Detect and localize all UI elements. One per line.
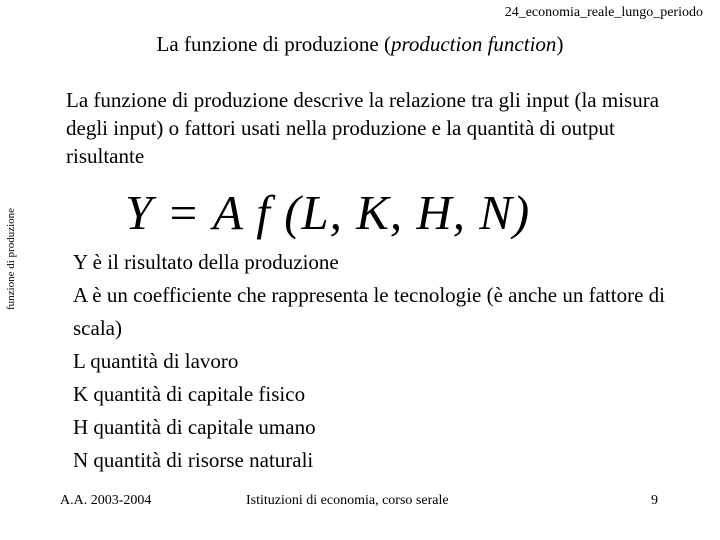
title-suffix: ) — [556, 32, 564, 56]
definition-l: L quantità di lavoro — [73, 349, 239, 373]
definition-k: K quantità di capitale fisico — [73, 382, 306, 406]
slide-title — [0, 32, 720, 56]
title-prefix: La funzione di produzione ( — [156, 32, 391, 56]
definition-n: N quantità di risorse naturali — [73, 448, 314, 472]
definition-h: H quantità di capitale umano — [73, 415, 316, 439]
page-number: 9 — [651, 493, 658, 508]
definition-y: Y è il risultato della produzione — [73, 250, 339, 274]
intro-paragraph: La funzione di produzione descrive la relazione tra gli input (la misura degli input) o fattori usati nella produzione e la quantità di output risultante — [66, 88, 660, 168]
footer-academic-year: A.A. 2003-2004 — [60, 493, 152, 508]
title-english: production function — [390, 32, 557, 56]
definitions-list — [73, 246, 693, 477]
file-label: 24_economia_reale_lungo_periodo — [504, 5, 703, 20]
production-formula: Y = A f (L, K, H, N) — [125, 185, 531, 240]
side-label: funzione di produzione — [5, 207, 17, 310]
footer-course: Istituzioni di economia, corso serale — [246, 493, 449, 508]
definition-a: A è un coefficiente che rappresenta le tecnologie (è anche un fattore di scala) — [73, 283, 665, 340]
